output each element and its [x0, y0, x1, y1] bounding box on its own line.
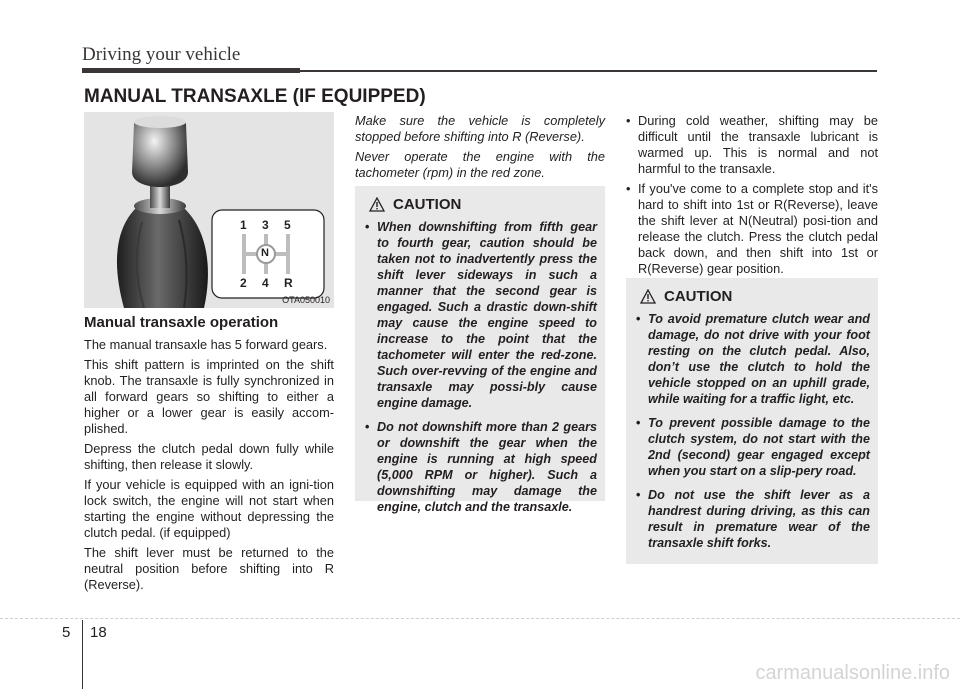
gear-label-r: R [284, 276, 293, 290]
paragraph: If your vehicle is equipped with an igni-tion lock switch, the engine will not start when starting the engine without depressing the clutch pedal. (if equipped) [84, 477, 334, 540]
caution-item: • Do not use the shift lever as a handrest during driving, as this can result in premature wear of the transaxle shift forks. [636, 487, 870, 551]
caution-item: • When downshifting from fifth gear to fourth gear, caution should be taken not to inadvertently press the shift lever sideways in such a manner that the second gear is engaged. Such a drastic down-shift may cause the engine speed to increase to the point that the tachometer will enter the red-zone. Such over-revving of the engine and transaxle may possi-bly cause engine damage. [365, 219, 597, 411]
italic-note: Never operate the engine with the tachometer (rpm) in the red zone. [355, 149, 605, 180]
watermark: carmanualsonline.info [755, 662, 950, 684]
caution-box-clutch [626, 278, 878, 564]
gear-label-4: 4 [262, 276, 269, 290]
chapter-number: 5 [62, 624, 71, 641]
caution-header [640, 288, 870, 305]
warning-triangle-icon [369, 197, 385, 212]
footer-divider [82, 620, 83, 689]
gear-label-2: 2 [240, 276, 247, 290]
gear-label-3: 3 [262, 218, 269, 232]
caution-title: CAUTION [664, 288, 733, 305]
operation-column [84, 315, 334, 597]
footer-dashed-rule [0, 618, 960, 619]
tips-list [626, 113, 878, 277]
caution-list [365, 219, 597, 515]
gear-label-5: 5 [284, 218, 291, 232]
caution-item: • To avoid premature clutch wear and damage, do not drive with your foot resting on the clutch pedal. Also, don’t use the clutch to hold the vehicle stopped on an uphill grade, while waiting for a traffic light, etc. [636, 311, 870, 407]
paragraph: The shift lever must be returned to the neutral position before shifting into R (Reverse). [84, 545, 334, 592]
paragraph: The manual transaxle has 5 forward gears. [84, 337, 328, 352]
tips-column [626, 113, 878, 281]
gear-label-n: N [261, 247, 269, 259]
section-title: MANUAL TRANSAXLE (IF EQUIPPED) [84, 86, 426, 107]
caution-title: CAUTION [393, 196, 462, 213]
tip-item: • During cold weather, shifting may be difficult until the transaxle lubricant is warmed up. This is normal and not harmful to the transaxle. [626, 113, 878, 177]
caution-header [369, 196, 597, 213]
italic-note: Make sure the vehicle is completely stopped before shifting into R (Reverse). [355, 113, 605, 144]
gear-label-1: 1 [240, 218, 247, 232]
operation-heading: Manual transaxle operation [84, 314, 279, 331]
gear-shift-illustration [84, 112, 334, 308]
paragraph: This shift pattern is imprinted on the shift knob. The transaxle is fully synchronized in all forward gears so shifting to either a higher or a lower gear is easily accom-plished. [84, 357, 334, 436]
warning-triangle-icon [640, 289, 656, 304]
caution-item: • To prevent possible damage to the clutch system, do not start with the 2nd (second) gear engaged except when you start on a slip-pery road. [636, 415, 870, 479]
notes-column [355, 113, 605, 185]
tip-item: • If you've come to a complete stop and it's hard to shift into 1st or R(Reverse), leave the shift lever at N(Neutral) posi-tion and release the clutch. Press the clutch pedal back down, and then shift into 1st or R(Reverse) gear position. [626, 181, 878, 277]
header-title: Driving your vehicle [82, 44, 241, 65]
figure-code: OTA050010 [282, 295, 330, 305]
caution-box-downshift [355, 186, 605, 514]
caution-list [636, 311, 870, 551]
caution-item: • Do not downshift more than 2 gears or downshift the gear when the engine is running at high speed (5,000 RPM or higher). Such a downshifting may damage the engine, clutch and the transaxle. [365, 419, 597, 515]
page-number: 18 [90, 624, 107, 641]
header-bar [82, 68, 300, 73]
header-rule [300, 70, 877, 72]
gear-shift-figure [84, 112, 334, 308]
paragraph: Depress the clutch pedal down fully while shifting, then release it slowly. [84, 441, 334, 472]
